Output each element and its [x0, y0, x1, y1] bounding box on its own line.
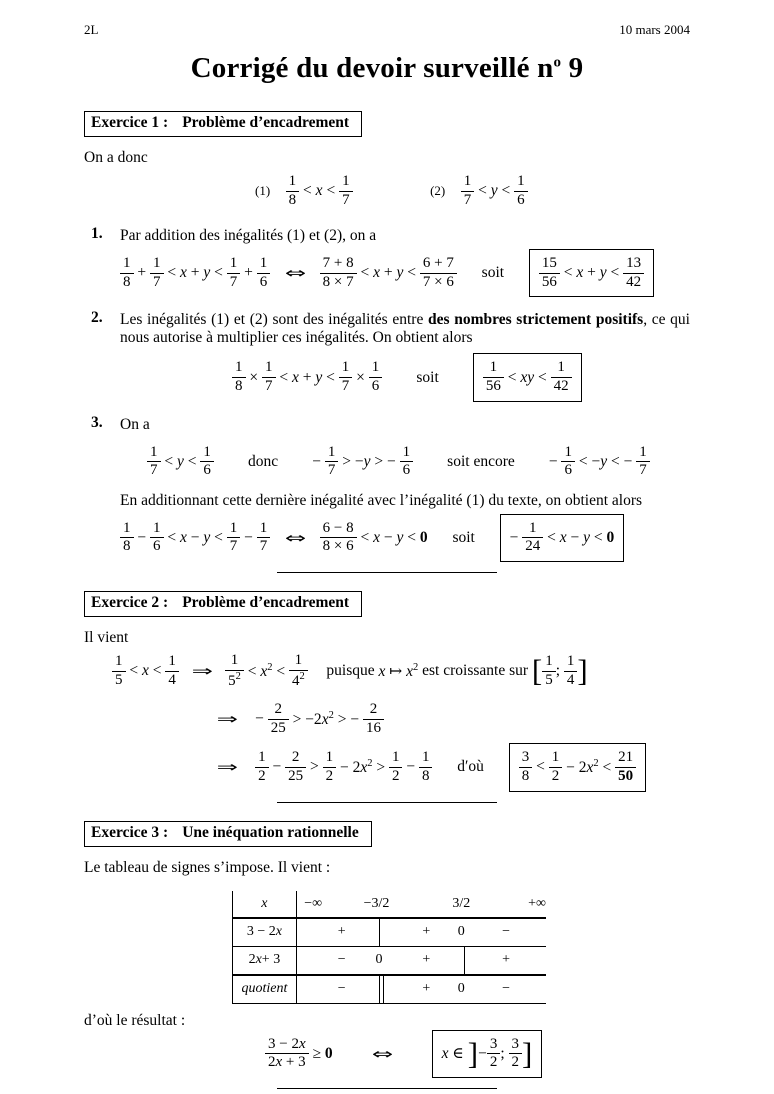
exercise-3-heading	[84, 821, 372, 847]
numerator: 1	[529, 519, 537, 536]
denominator: 7	[461, 191, 475, 210]
separator-rule-3	[277, 1088, 497, 1089]
math-bold: 0	[419, 528, 428, 546]
denominator: 6	[200, 461, 214, 480]
denominator: 6	[369, 377, 383, 396]
denominator: 8	[419, 767, 433, 786]
fraction	[265, 1036, 309, 1072]
denominator: 42	[551, 377, 572, 396]
math-text: −	[509, 528, 523, 546]
big-delimiter: [	[531, 653, 543, 689]
numerator: 1	[123, 519, 131, 536]
math-text: soit	[416, 368, 439, 386]
numerator: 1	[259, 255, 268, 271]
denominator: 7	[150, 273, 164, 292]
implication-arrow: ⇔	[284, 528, 306, 547]
math-text: est croissante sur	[418, 662, 532, 680]
math-text: donc	[247, 452, 279, 470]
item-1-paragraph: Par addition des inégalités (1) et (2), on a	[120, 227, 377, 244]
fraction	[522, 520, 543, 556]
math-text: >	[306, 758, 323, 776]
fraction	[487, 1036, 501, 1072]
table-sign: +	[422, 981, 431, 996]
fraction	[339, 173, 353, 209]
boxed-result	[509, 743, 646, 791]
exercise-2-heading	[84, 591, 362, 617]
math-text: − $2x^2$ >	[336, 757, 389, 776]
fraction	[150, 255, 164, 291]
fraction	[120, 255, 134, 291]
fraction	[257, 520, 271, 556]
denominator: 5	[112, 671, 126, 690]
boxed-result	[432, 1030, 543, 1078]
page-header	[84, 22, 690, 38]
numerator: 1	[325, 749, 334, 766]
implication-arrow: ⇒	[216, 710, 238, 729]
date-label: 10 mars 2004	[619, 22, 690, 37]
page-title	[84, 52, 690, 85]
fraction	[539, 255, 560, 291]
math-text: x ↦ $x^2$	[378, 661, 419, 680]
denominator: 6	[561, 461, 575, 480]
fraction	[389, 749, 403, 785]
item-number: 1.	[91, 225, 103, 242]
denominator: 7 × 6	[420, 273, 457, 292]
item-2-paragraph: Les inégalités (1) et (2) sont des inégalités entre des nombres strictement positifs, ce qui nous autorise à multiplier ces inégalités. On obtient alors	[120, 311, 690, 347]
denominator: 7	[636, 461, 650, 480]
denominator: 8 × 7	[320, 273, 357, 292]
big-delimiter: ]	[467, 1035, 479, 1071]
exercise-3-label: Exercice 3 :	[91, 823, 169, 841]
list-item-2	[84, 309, 690, 403]
fraction	[262, 359, 276, 395]
denominator: 4	[564, 671, 578, 690]
fraction	[268, 701, 289, 737]
result-paragraph: d’où le résultat :	[84, 1011, 186, 1029]
table-tick: −∞	[304, 895, 323, 911]
item-text	[120, 309, 690, 403]
numerator: 7 + 8	[322, 255, 354, 271]
table-row-label: 3 − 2 x	[233, 919, 297, 946]
numerator: 1	[327, 443, 336, 460]
numerator: 1	[288, 172, 297, 189]
bold-text: des nombres strictement positifs	[428, 311, 644, 329]
fraction	[120, 520, 134, 556]
fraction	[232, 359, 246, 395]
equation-item-3b	[120, 514, 690, 562]
denominator: 7	[227, 537, 241, 556]
table-sign: 0	[457, 924, 465, 939]
equation-ex2-line-2	[215, 695, 690, 743]
numerator: 1	[557, 359, 565, 376]
math-text: −	[548, 452, 562, 470]
numerator: 1	[489, 359, 498, 376]
fraction	[363, 701, 384, 737]
numerator: 2	[369, 700, 378, 717]
numerator: 1	[229, 255, 238, 271]
denominator: 8	[286, 191, 300, 210]
math-text: < x − y <	[163, 528, 227, 546]
fraction	[325, 444, 339, 480]
table-sign: −	[502, 981, 511, 996]
numerator: 1	[517, 172, 525, 189]
denominator: 6	[514, 191, 528, 210]
fraction	[400, 444, 414, 480]
numerator: 2	[274, 700, 282, 717]
denominator: 25	[285, 767, 306, 786]
implication-arrow: ⇔	[284, 264, 306, 283]
math-text: −	[255, 710, 268, 728]
math-text: < x + y <	[275, 368, 339, 386]
exercise-1-heading	[84, 111, 362, 137]
denominator: 2	[255, 767, 269, 786]
numerator: 3	[489, 1035, 498, 1052]
fraction	[286, 173, 300, 209]
denominator: 8 × 6	[320, 537, 357, 556]
fraction	[623, 255, 644, 291]
fraction	[551, 359, 572, 395]
table-bar	[379, 976, 384, 1003]
fraction	[420, 255, 457, 291]
table-sign: −	[337, 981, 346, 996]
numerator: 1	[371, 359, 380, 376]
equation-item-1	[120, 249, 690, 297]
table-tick: −3/2	[363, 895, 390, 911]
numerator: 3	[521, 749, 530, 766]
fraction	[615, 749, 636, 785]
math-text: ×	[352, 368, 369, 386]
math-text: −	[133, 528, 150, 546]
table-tick: +∞	[528, 895, 546, 911]
denominator: 56	[539, 273, 560, 292]
separator-rule-2	[277, 802, 497, 803]
table-row-values	[297, 919, 546, 946]
numerator: 1	[258, 749, 266, 766]
math-text: < xy <	[503, 368, 551, 386]
title-main: Corrigé du devoir surveillé n	[190, 52, 554, 84]
table-row-label: 2 x + 3	[233, 947, 297, 974]
math-text: < x − y <	[356, 528, 420, 546]
math-text: −	[268, 758, 286, 776]
denominator: 25	[268, 719, 289, 738]
fraction	[165, 653, 179, 689]
fraction	[320, 255, 357, 291]
big-delimiter: ]	[522, 1035, 533, 1071]
denominator	[615, 767, 636, 786]
fraction	[461, 173, 475, 209]
math-text: soit	[481, 264, 505, 282]
exercise-3-title: Une inéquation rationnelle	[182, 823, 359, 841]
denominator: $4^2$	[289, 670, 308, 691]
math-bold: 0	[324, 1044, 333, 1062]
math-text: ≥	[308, 1044, 325, 1062]
numerator: 1	[566, 652, 575, 669]
math-text: ;	[555, 662, 564, 680]
table-bar	[464, 947, 465, 974]
denominator: 2	[509, 1053, 523, 1072]
title-superscript: o	[553, 54, 562, 71]
item-3-paragraph-2: En additionnant cette dernière inégalité avec l’inégalité (1) du texte, on obtient alors	[120, 491, 643, 509]
denominator: 7	[339, 191, 353, 210]
fraction	[147, 444, 161, 480]
fraction	[255, 749, 269, 785]
denominator: 2	[323, 767, 337, 786]
implication-arrow: ⇔	[371, 1044, 393, 1063]
denominator: 7	[227, 273, 241, 292]
paragraph-intro-ex1: On a donc	[84, 149, 148, 166]
equation-final	[265, 1030, 690, 1078]
math-bold: 0	[606, 528, 615, 546]
fraction	[561, 444, 575, 480]
item-text	[120, 414, 690, 562]
boxed-result	[473, 353, 582, 401]
table-sign: 0	[375, 952, 383, 967]
denominator: 6	[400, 461, 414, 480]
equation-number: (2)	[430, 183, 446, 198]
numerator: 1	[402, 443, 411, 460]
fraction	[112, 653, 126, 689]
fraction	[200, 444, 214, 480]
denominator: 8	[120, 273, 134, 292]
math-text: d′où	[457, 758, 484, 776]
denominator: 7	[262, 377, 276, 396]
numerator: 1	[564, 443, 572, 460]
exercise-1-label: Exercice 1 :	[91, 114, 169, 131]
boxed-result	[500, 514, 625, 562]
numerator: 1	[153, 519, 161, 536]
fraction	[564, 653, 578, 689]
item-text	[120, 225, 690, 299]
numerator: 1	[168, 652, 176, 669]
math-text: −	[478, 1044, 487, 1062]
numerator: 1	[463, 172, 472, 189]
equation-labels-1-2	[255, 167, 690, 215]
numerator: 13	[626, 255, 642, 271]
table-row	[233, 919, 546, 947]
numerator: 1	[639, 443, 647, 460]
item-number: 2.	[91, 309, 103, 327]
table-sign: −	[337, 952, 346, 967]
implication-arrow: ⇒	[191, 662, 213, 681]
math-text: < x <	[299, 182, 340, 199]
numerator: 1	[341, 359, 350, 376]
numerator: 1	[265, 359, 273, 376]
numerator: 21	[618, 749, 634, 766]
math-text: < $x^2$ <	[243, 661, 290, 680]
numerator: 1	[391, 749, 400, 766]
math-text: ×	[245, 368, 262, 386]
math-text: <	[532, 758, 549, 776]
math-text: < y <	[474, 182, 515, 199]
denominator: 5	[542, 671, 556, 690]
math-text: < x + y <	[163, 264, 227, 282]
table-sign: +	[502, 952, 511, 967]
math-text: − $2x^2$ <	[562, 757, 616, 776]
paragraph-intro-ex3: Le tableau de signes s’impose. Il vient :	[84, 858, 331, 876]
exercise-2-title: Problème d’encadrement	[182, 594, 350, 612]
fraction	[519, 749, 533, 785]
fraction	[514, 173, 528, 209]
numerator: 1	[115, 652, 123, 669]
math-text: x	[441, 1044, 449, 1062]
equation-ex2-line-3	[215, 743, 690, 791]
denominator: 2x + 3	[265, 1053, 309, 1072]
equation-number: (1)	[255, 183, 271, 198]
denominator: 6	[257, 273, 271, 292]
table-sign: −	[502, 924, 511, 939]
fraction	[285, 749, 306, 785]
math-text: < y <	[160, 452, 201, 470]
table-row	[233, 976, 546, 1004]
fraction	[289, 652, 308, 690]
denominator: 56	[483, 377, 504, 396]
math-text: −	[240, 528, 257, 546]
table-sign: 0	[457, 981, 465, 996]
exercise-2-label: Exercice 2 :	[91, 594, 169, 612]
math-bold: 50	[618, 767, 634, 784]
table-row	[233, 947, 546, 976]
math-text: −	[312, 452, 325, 470]
numerator: 1	[123, 255, 131, 271]
denominator: 7	[339, 377, 353, 396]
denominator: 16	[363, 719, 384, 738]
fraction	[227, 520, 241, 556]
list-item-3	[84, 414, 690, 562]
numerator: 1	[342, 172, 350, 189]
denominator: 2	[549, 767, 563, 786]
denominator: $5^2$	[225, 670, 244, 691]
math-text: soit	[452, 528, 475, 546]
fraction	[339, 359, 353, 395]
fraction	[150, 520, 164, 556]
equation-ex2-line-1	[112, 647, 690, 695]
boxed-result	[529, 249, 654, 297]
numerator: 6 + 7	[422, 255, 454, 271]
table-header-values	[297, 891, 546, 917]
fraction	[257, 255, 271, 291]
denominator: 7	[147, 461, 161, 480]
separator-rule-1	[277, 572, 497, 573]
denominator: 6	[150, 537, 164, 556]
math-text: > $-2x^2$ > −	[288, 709, 363, 728]
denominator: 8	[120, 537, 134, 556]
numerator: 1	[153, 255, 161, 271]
numerator: 1	[259, 519, 268, 536]
math-text: soit encore	[447, 452, 515, 470]
math-text: −	[402, 758, 419, 776]
math-text: < x − y <	[543, 528, 607, 546]
denominator: 2	[389, 767, 403, 786]
denominator: 7	[257, 537, 271, 556]
fraction	[509, 1036, 523, 1072]
table-sign: +	[422, 952, 431, 967]
numerator: 1	[203, 443, 211, 460]
fraction	[636, 444, 650, 480]
denominator: 4	[165, 671, 179, 690]
table-bar	[379, 919, 380, 946]
numerator: 1	[421, 749, 430, 766]
numerator: 1	[235, 359, 243, 376]
denominator: 8	[519, 767, 533, 786]
denominator: 8	[232, 377, 246, 396]
table-row-label: q u o t i e n t	[233, 976, 297, 1003]
paragraph-intro-ex2: Il vient	[84, 629, 129, 647]
numerator: 1	[150, 443, 158, 460]
table-tick: 3/2	[452, 895, 471, 911]
numerator: 1	[545, 652, 553, 669]
class-label: 2L	[84, 22, 99, 37]
equation-item-3a	[147, 438, 690, 486]
math-text: ∈	[448, 1045, 468, 1063]
table-sign: +	[337, 924, 346, 939]
numerator: 1	[230, 651, 239, 668]
item-3-paragraph: On a	[120, 415, 150, 433]
fraction	[225, 652, 244, 690]
numerator: 2	[291, 749, 300, 766]
implication-arrow: ⇒	[216, 758, 238, 777]
denominator: 2	[487, 1053, 501, 1072]
table-row-values	[297, 947, 546, 974]
math-text: +	[240, 264, 257, 282]
fraction	[483, 359, 504, 395]
equation-item-2	[232, 353, 690, 401]
numerator: 15	[541, 255, 557, 271]
sign-table	[232, 891, 546, 1004]
numerator: 1	[229, 519, 238, 536]
title-number: 9	[561, 52, 584, 84]
math-text: ;	[500, 1044, 509, 1062]
numerator: 6 − 8	[322, 519, 354, 536]
numerator: 1	[294, 651, 303, 668]
math-text: < x + y <	[559, 264, 624, 282]
numerator: 1	[551, 749, 560, 766]
fraction	[227, 255, 241, 291]
math-text: puisque	[326, 662, 379, 680]
math-text: < x + y <	[356, 264, 420, 282]
list-item-1	[84, 225, 690, 299]
fraction	[323, 749, 337, 785]
fraction	[419, 749, 433, 785]
table-sign: +	[422, 924, 431, 939]
denominator: 24	[522, 537, 543, 556]
numerator: 3	[511, 1035, 519, 1052]
table-header-row	[233, 891, 546, 919]
denominator: 42	[623, 273, 644, 292]
table-row-values	[297, 976, 546, 1003]
table-header-label: x	[233, 891, 297, 917]
big-delimiter: ]	[577, 653, 588, 689]
fraction	[542, 653, 556, 689]
exercise-1-title: Problème d’encadrement	[182, 114, 350, 131]
math-text: > −y > −	[338, 452, 400, 470]
math-text: < −y < −	[574, 452, 637, 470]
fraction	[369, 359, 383, 395]
fraction	[549, 749, 563, 785]
denominator: 7	[325, 461, 339, 480]
item-number: 3.	[91, 413, 103, 431]
math-text: < x <	[125, 662, 166, 680]
fraction	[320, 520, 357, 556]
math-text: +	[133, 264, 150, 282]
numerator: 3 − 2x	[268, 1035, 306, 1052]
